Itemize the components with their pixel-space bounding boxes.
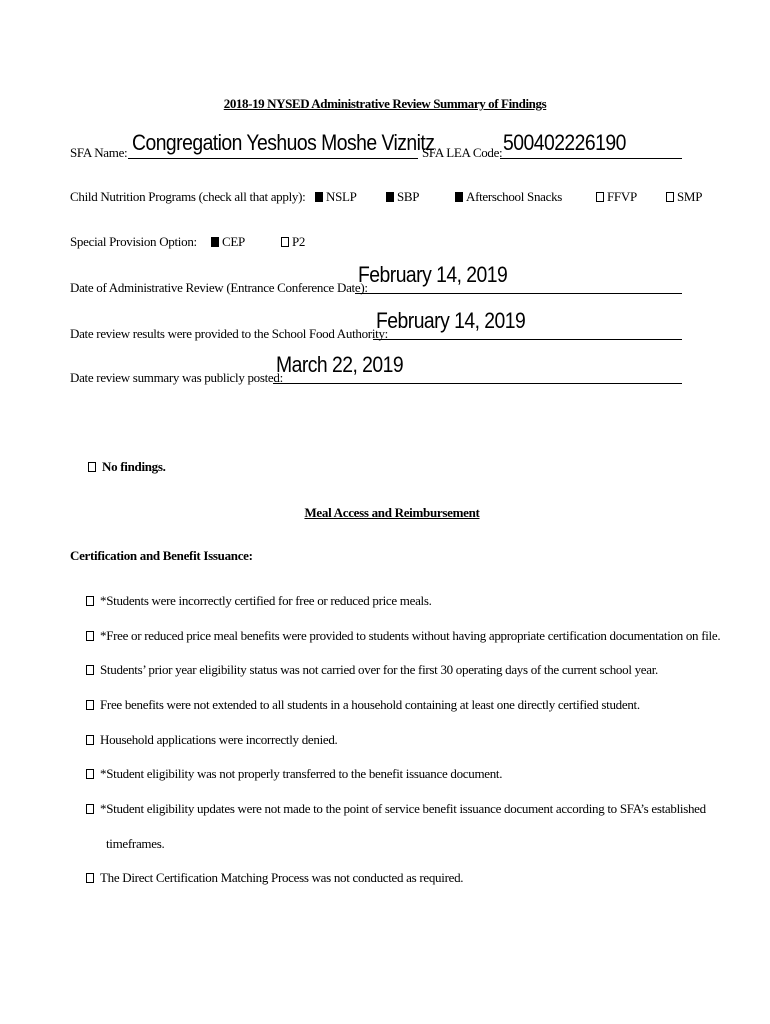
checkbox-unchecked-icon xyxy=(86,735,94,745)
finding-item[interactable]: *Student eligibility was not properly transferred to the benefit issuance document. xyxy=(86,766,502,782)
sfa-lea-label: SFA LEA Code: xyxy=(422,145,503,160)
results-date-label: Date review results were provided to the School Food Authority: xyxy=(70,326,388,341)
program-nslp[interactable]: NSLP xyxy=(315,189,357,205)
provision-cep[interactable]: CEP xyxy=(211,234,245,250)
section-title: Meal Access and Reimbursement xyxy=(304,505,480,520)
checkbox-unchecked-icon xyxy=(86,596,94,606)
program-afterschool-snacks[interactable]: Afterschool Snacks xyxy=(455,189,562,205)
provision-label: Special Provision Option: xyxy=(70,234,197,249)
finding-item[interactable]: Free benefits were not extended to all students in a household containing at least one directly certified student. xyxy=(86,697,640,713)
finding-item[interactable]: *Student eligibility updates were not made to the point of service benefit issuance document according to SFA’s established xyxy=(86,801,706,817)
sfa-name-value[interactable]: Congregation Yeshuos Moshe Viznitz xyxy=(132,130,435,155)
program-sbp[interactable]: SBP xyxy=(386,189,419,205)
checkbox-unchecked-icon xyxy=(86,631,94,641)
sfa-lea-value[interactable]: 500402226190 xyxy=(503,130,626,155)
document-title: 2018-19 NYSED Administrative Review Summary of Findings xyxy=(223,96,547,111)
checkbox-unchecked-icon xyxy=(86,665,94,675)
checkbox-unchecked-icon xyxy=(86,700,94,710)
checkbox-unchecked-icon xyxy=(86,804,94,814)
review-date-value[interactable]: February 14, 2019 xyxy=(358,262,508,287)
checkbox-checked-icon xyxy=(211,237,219,247)
results-date-value[interactable]: February 14, 2019 xyxy=(376,308,526,333)
checkbox-unchecked-icon xyxy=(86,873,94,883)
sfa-lea-underline xyxy=(500,158,682,159)
finding-item[interactable]: *Free or reduced price meal benefits were provided to students without having appropriate certification documentation on file. xyxy=(86,628,720,644)
checkbox-unchecked-icon xyxy=(88,462,96,472)
posted-date-underline xyxy=(273,383,682,384)
sfa-name-underline xyxy=(128,158,418,159)
finding-item[interactable]: Household applications were incorrectly denied. xyxy=(86,732,338,748)
no-findings-option[interactable]: No findings. xyxy=(88,459,166,475)
checkbox-unchecked-icon xyxy=(596,192,604,202)
checkbox-unchecked-icon xyxy=(86,769,94,779)
checkbox-checked-icon xyxy=(386,192,394,202)
finding-item[interactable]: *Students were incorrectly certified for free or reduced price meals. xyxy=(86,593,432,609)
finding-continuation: timeframes. xyxy=(106,836,165,851)
review-date-label: Date of Administrative Review (Entrance Conference Date): xyxy=(70,280,368,295)
program-ffvp[interactable]: FFVP xyxy=(596,189,637,205)
results-date-underline xyxy=(373,339,682,340)
checkbox-unchecked-icon xyxy=(281,237,289,247)
posted-date-value[interactable]: March 22, 2019 xyxy=(276,352,404,377)
subsection-title: Certification and Benefit Issuance: xyxy=(70,548,253,563)
review-date-underline xyxy=(355,293,682,294)
posted-date-label: Date review summary was publicly posted: xyxy=(70,370,283,385)
finding-item[interactable]: Students’ prior year eligibility status was not carried over for the first 30 operating days of the current school year. xyxy=(86,662,658,678)
sfa-name-label: SFA Name: xyxy=(70,145,128,160)
program-smp[interactable]: SMP xyxy=(666,189,702,205)
checkbox-checked-icon xyxy=(315,192,323,202)
programs-label: Child Nutrition Programs (check all that apply): xyxy=(70,189,306,204)
finding-item[interactable]: The Direct Certification Matching Process was not conducted as required. xyxy=(86,870,463,886)
checkbox-checked-icon xyxy=(455,192,463,202)
provision-p2[interactable]: P2 xyxy=(281,234,305,250)
checkbox-unchecked-icon xyxy=(666,192,674,202)
